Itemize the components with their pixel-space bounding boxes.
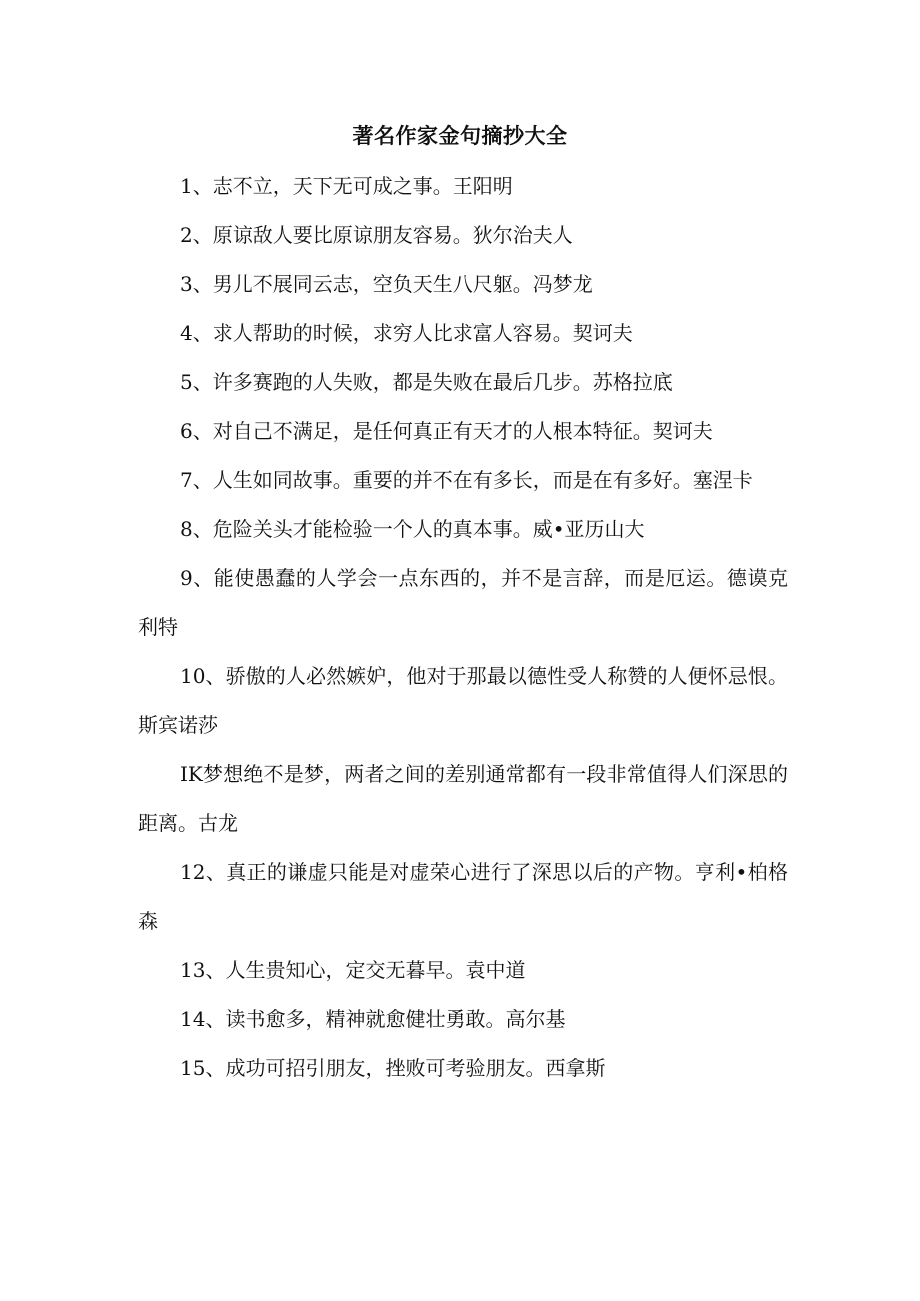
quote-item-13: 13、人生贵知心，定交无暮早。袁中道 — [180, 958, 526, 982]
quote-item-9: 9、能使愚蠢的人学会一点东西的，并不是言辞，而是厄运。德谟克利特 — [138, 566, 788, 639]
quote-item-12: 12、真正的谦虚只能是对虚荣心进行了深思以后的产物。亨利•柏格森 — [138, 860, 788, 933]
quote-item-8: 8、危险关头才能检验一个人的真本事。威•亚历山大 — [180, 517, 645, 541]
quote-item-10: 10、骄傲的人必然嫉妒，他对于那最以德性受人称赞的人便怀忌恨。斯宾诺莎 — [138, 664, 788, 737]
quote-list — [138, 162, 788, 1093]
quote-item-6: 6、对自己不满足，是任何真正有天才的人根本特征。契诃夫 — [180, 419, 713, 443]
quote-item-1: 1、志不立，天下无可成之事。王阳明 — [180, 174, 513, 198]
quote-item-14: 14、读书愈多，精神就愈健壮勇敢。高尔基 — [180, 1007, 566, 1031]
quote-item-4: 4、求人帮助的时候，求穷人比求富人容易。契诃夫 — [180, 321, 633, 345]
quote-item-5: 5、许多赛跑的人失败，都是失败在最后几步。苏格拉底 — [180, 370, 673, 394]
quote-item-2: 2、原谅敌人要比原谅朋友容易。狄尔治夫人 — [180, 223, 573, 247]
quote-item-7: 7、人生如同故事。重要的并不在有多长，而是在有多好。塞涅卡 — [180, 468, 753, 492]
document-title: 著名作家金句摘抄大全 — [352, 124, 568, 148]
quote-item-11: IK梦想绝不是梦，两者之间的差别通常都有一段非常值得人们深思的距离。古龙 — [138, 762, 788, 835]
quote-item-15: 15、成功可招引朋友，挫败可考验朋友。西拿斯 — [180, 1056, 606, 1080]
quote-item-3: 3、男儿不展同云志，空负天生八尺躯。冯梦龙 — [180, 272, 593, 296]
